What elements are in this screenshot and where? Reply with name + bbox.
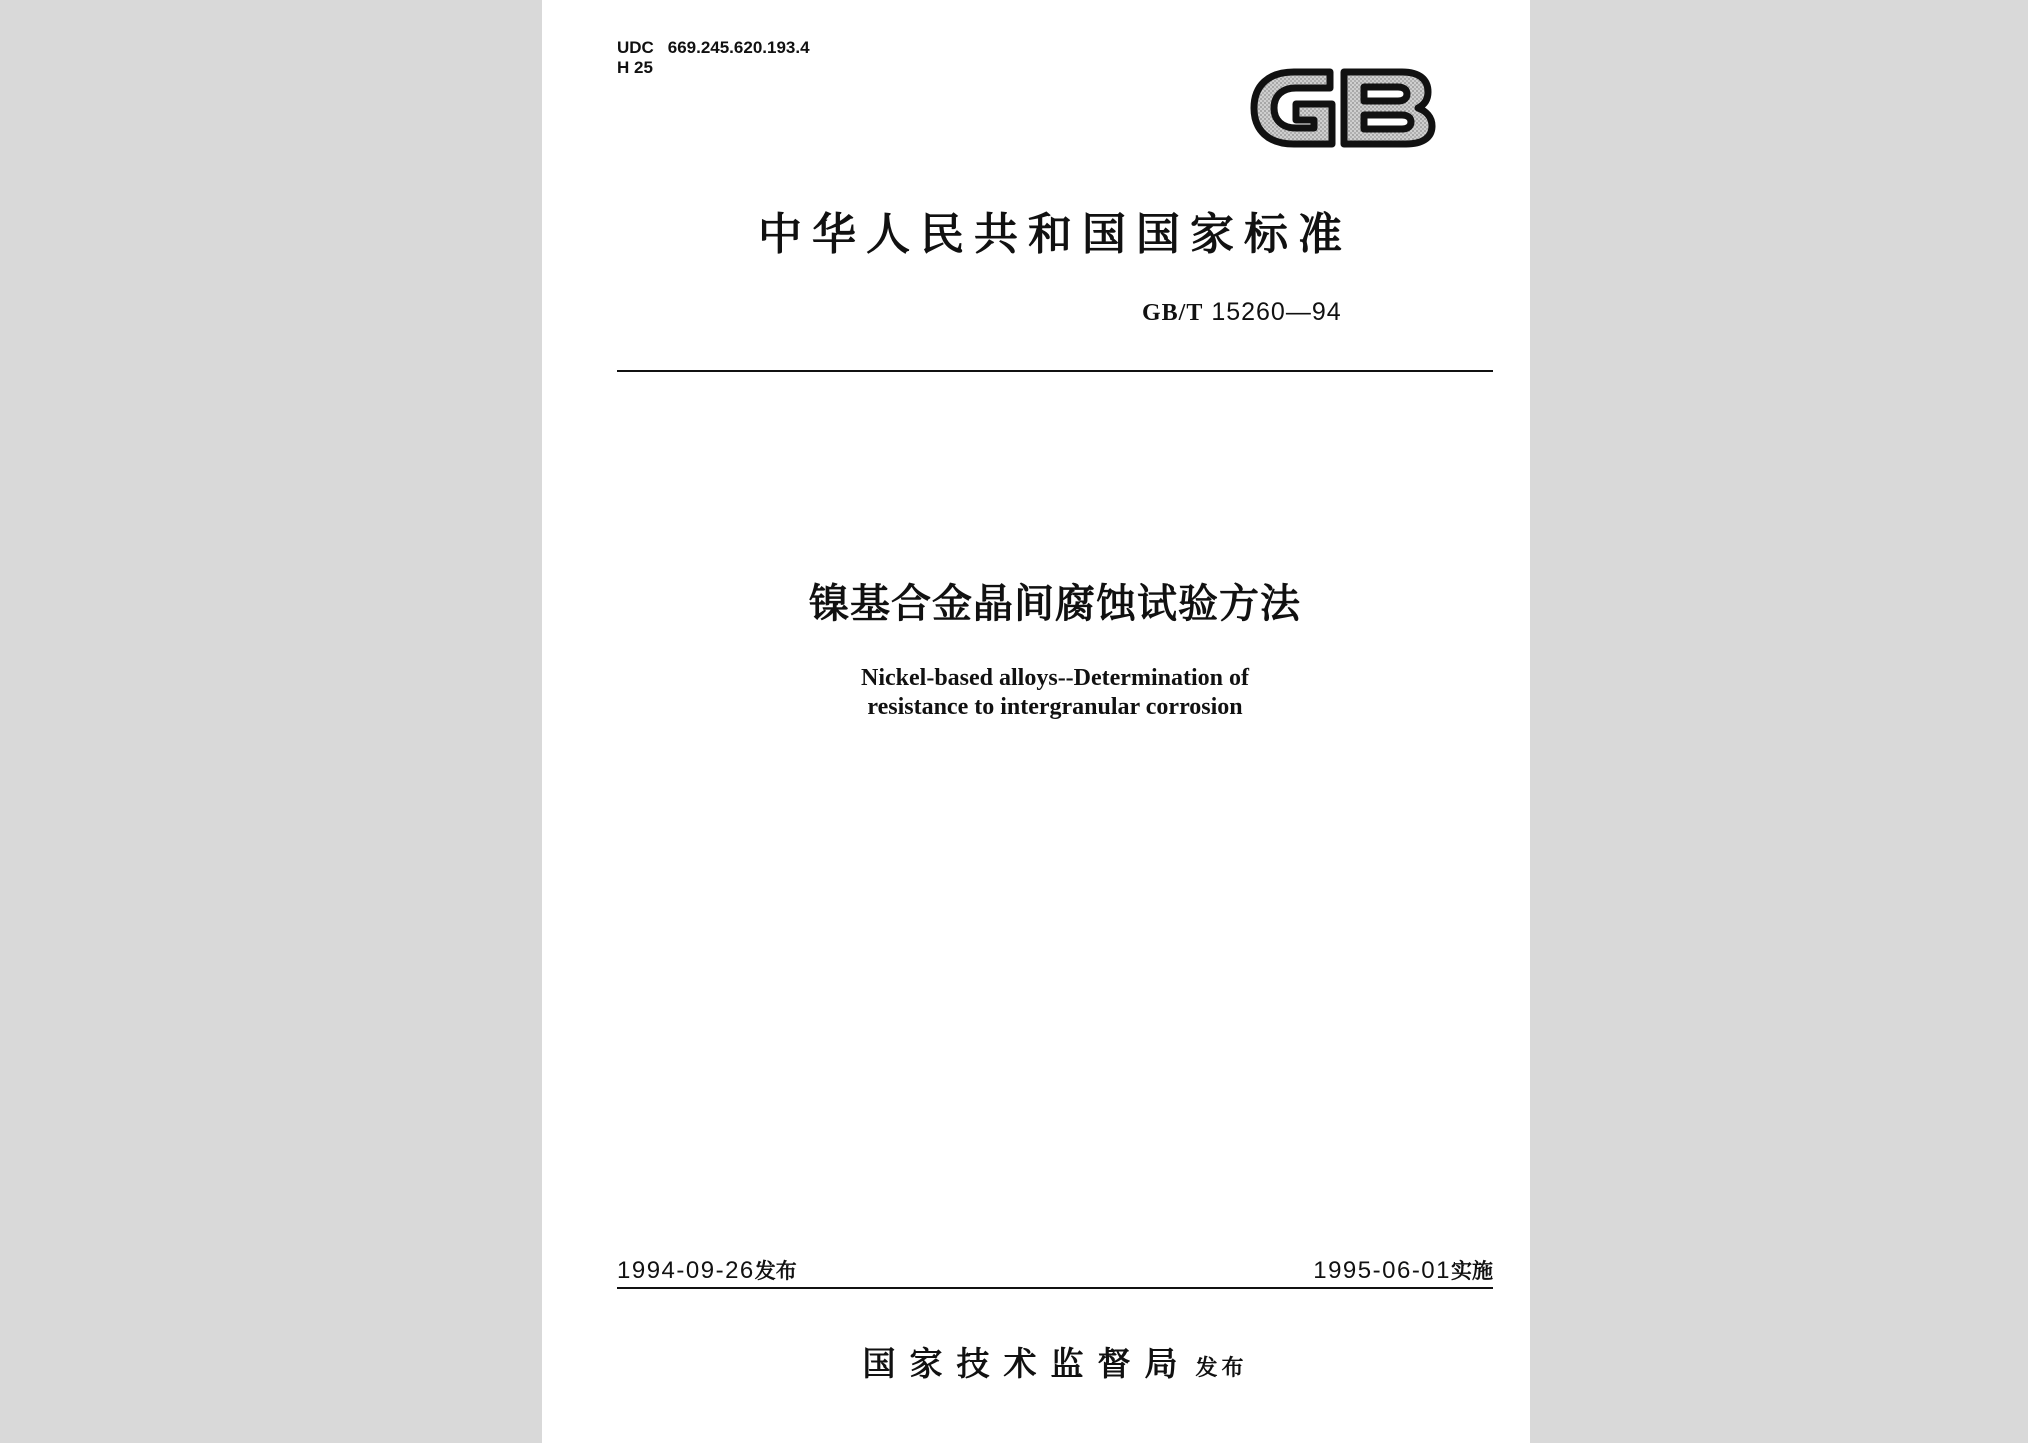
gb-logo — [1244, 58, 1440, 158]
udc-value: 669.245.620.193.4 — [667, 38, 810, 57]
issuing-authority — [617, 1338, 1493, 1385]
class-row — [617, 58, 810, 78]
udc-row — [617, 38, 810, 58]
title-en-line-1: Nickel-based alloys--Determination of — [861, 665, 1249, 691]
issue-date — [617, 1255, 797, 1285]
dates-row — [617, 1255, 1493, 1285]
implementation-date-suffix: 实施 — [1451, 1259, 1493, 1283]
udc-label: UDC — [617, 38, 654, 57]
document-title-zh: 镍基合金晶间腐蚀试验方法 — [809, 581, 1301, 627]
standard-number — [1142, 298, 1342, 327]
issuer-organization: 国家技术监督局 — [862, 1344, 1192, 1383]
document-title-en — [617, 664, 1493, 722]
document-page — [542, 0, 1530, 1443]
footer-divider — [617, 1287, 1493, 1289]
standard-prefix: GB/T — [1142, 300, 1204, 326]
standard-code: 15260—94 — [1211, 298, 1342, 326]
title-en-line-2: resistance to intergranular corrosion — [867, 694, 1243, 720]
implementation-date — [1313, 1255, 1493, 1285]
header-divider — [617, 370, 1493, 372]
issue-date-suffix: 发布 — [754, 1259, 797, 1283]
issue-date-value: 1994-09-26 — [617, 1257, 755, 1284]
classification-codes — [617, 38, 810, 78]
issuer-action: 发布 — [1195, 1355, 1248, 1381]
implementation-date-value: 1995-06-01 — [1313, 1257, 1451, 1284]
national-standard-title: 中华人民共和国国家标准 — [758, 209, 1352, 260]
class-value: 25 — [634, 58, 653, 77]
class-label: H — [617, 58, 630, 77]
